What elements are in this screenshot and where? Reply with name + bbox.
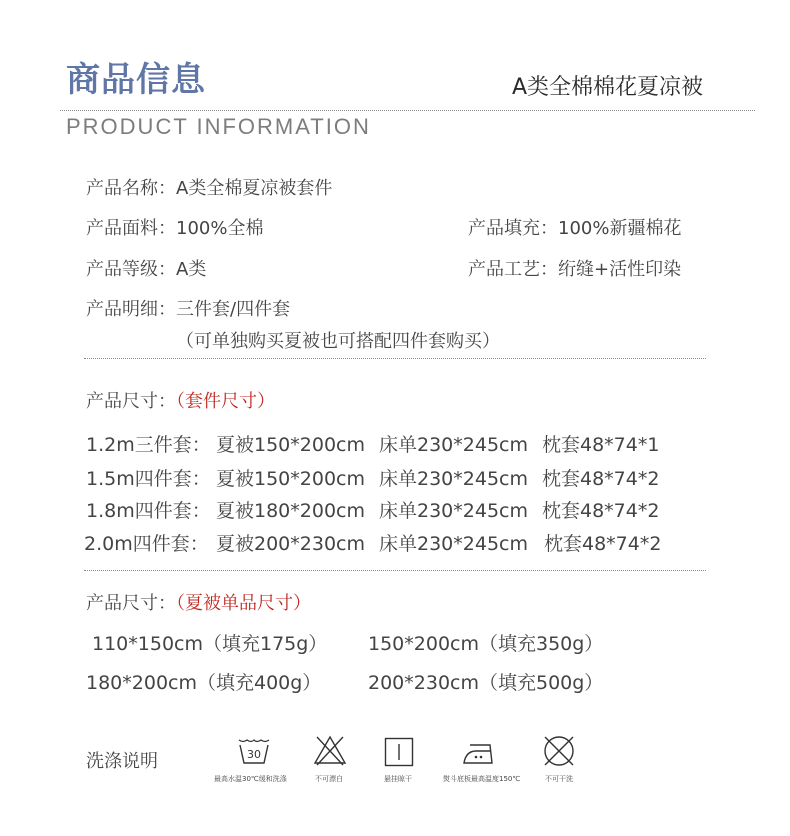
set-size-label: 产品尺寸： bbox=[86, 391, 176, 412]
product-name-heading: A类全棉棉花夏凉被 bbox=[512, 75, 704, 100]
info-filling-row bbox=[468, 214, 681, 240]
info-grade-value: A类 bbox=[176, 259, 207, 280]
info-detail-value: 三件套/四件套 bbox=[176, 299, 291, 320]
single-size-item: 150*200cm（填充350g） bbox=[368, 633, 604, 655]
care-label: 洗涤说明 bbox=[86, 751, 158, 772]
no-bleach-icon bbox=[313, 734, 347, 766]
section-divider bbox=[84, 358, 706, 359]
set-size-name: 1.2m三件套： bbox=[86, 434, 211, 456]
set-size-row bbox=[86, 496, 211, 523]
set-size-name: 2.0m四件套： bbox=[84, 533, 209, 555]
set-size-quilt: 夏被150*200cm bbox=[216, 468, 365, 490]
set-size-sheet: 床单230*245cm bbox=[379, 434, 528, 456]
info-craft-label: 产品工艺： bbox=[468, 259, 558, 280]
wash-caption: 最高水温30℃缓和洗涤 bbox=[214, 775, 287, 783]
set-size-pillow: 枕套48*74*2 bbox=[544, 533, 662, 555]
info-craft-value: 绗缝+活性印染 bbox=[558, 259, 682, 280]
info-detail-label: 产品明细： bbox=[86, 299, 176, 320]
set-size-pillow: 枕套48*74*2 bbox=[542, 468, 660, 490]
iron-caption: 熨斗底板最高温度150℃ bbox=[443, 775, 521, 783]
info-filling-value: 100%新疆棉花 bbox=[558, 218, 682, 239]
set-size-name: 1.5m四件套： bbox=[86, 468, 211, 490]
single-size-heading bbox=[86, 589, 311, 615]
set-size-sheet: 床单230*245cm bbox=[379, 500, 528, 522]
info-name-label: 产品名称： bbox=[86, 178, 176, 199]
single-size-item: 110*150cm（填充175g） bbox=[92, 633, 328, 655]
set-size-quilt: 夏被180*200cm bbox=[216, 500, 365, 522]
set-size-pillow: 枕套48*74*1 bbox=[542, 434, 660, 456]
set-size-heading bbox=[86, 387, 275, 413]
page-subtitle: PRODUCT INFORMATION bbox=[66, 114, 371, 139]
set-size-name: 1.8m四件套： bbox=[86, 500, 211, 522]
info-craft-row bbox=[468, 255, 681, 281]
info-detail-row bbox=[86, 295, 290, 321]
iron-150-icon bbox=[462, 739, 500, 767]
info-fabric-row bbox=[86, 214, 263, 240]
hang-dry-caption: 悬挂晾干 bbox=[384, 775, 412, 783]
no-bleach-caption: 不可漂白 bbox=[315, 775, 343, 783]
wash-temp-text: 30 bbox=[247, 748, 261, 761]
set-size-quilt: 夏被200*230cm bbox=[216, 533, 365, 555]
page-title: 商品信息 bbox=[66, 60, 206, 100]
info-fabric-value: 100%全棉 bbox=[176, 218, 264, 239]
set-size-sheet: 床单230*245cm bbox=[379, 533, 528, 555]
set-size-row bbox=[86, 464, 211, 491]
set-size-row bbox=[86, 430, 211, 457]
info-name-value: A类全棉夏凉被套件 bbox=[176, 178, 333, 199]
no-dry-clean-caption: 不可干洗 bbox=[545, 775, 573, 783]
set-size-sheet: 床单230*245cm bbox=[379, 468, 528, 490]
info-grade-row bbox=[86, 255, 206, 281]
info-fabric-label: 产品面料： bbox=[86, 218, 176, 239]
single-size-item: 180*200cm（填充400g） bbox=[86, 672, 322, 694]
section-divider bbox=[84, 570, 706, 571]
set-size-pillow: 枕套48*74*2 bbox=[542, 500, 660, 522]
info-name-row bbox=[86, 174, 332, 200]
set-size-quilt: 夏被150*200cm bbox=[216, 434, 365, 456]
set-size-tag: （套件尺寸） bbox=[176, 391, 275, 412]
single-size-tag: （夏被单品尺寸） bbox=[176, 593, 311, 614]
hang-dry-icon bbox=[384, 737, 414, 767]
single-size-item: 200*230cm（填充500g） bbox=[368, 672, 604, 694]
info-detail-note: （可单独购买夏被也可搭配四件套购买） bbox=[176, 331, 500, 352]
single-size-label: 产品尺寸： bbox=[86, 593, 176, 614]
no-dry-clean-icon bbox=[542, 734, 576, 768]
info-grade-label: 产品等级： bbox=[86, 259, 176, 280]
info-filling-label: 产品填充： bbox=[468, 218, 558, 239]
wash-30-icon bbox=[237, 737, 271, 767]
set-size-row bbox=[84, 529, 209, 556]
header-divider bbox=[60, 110, 755, 111]
